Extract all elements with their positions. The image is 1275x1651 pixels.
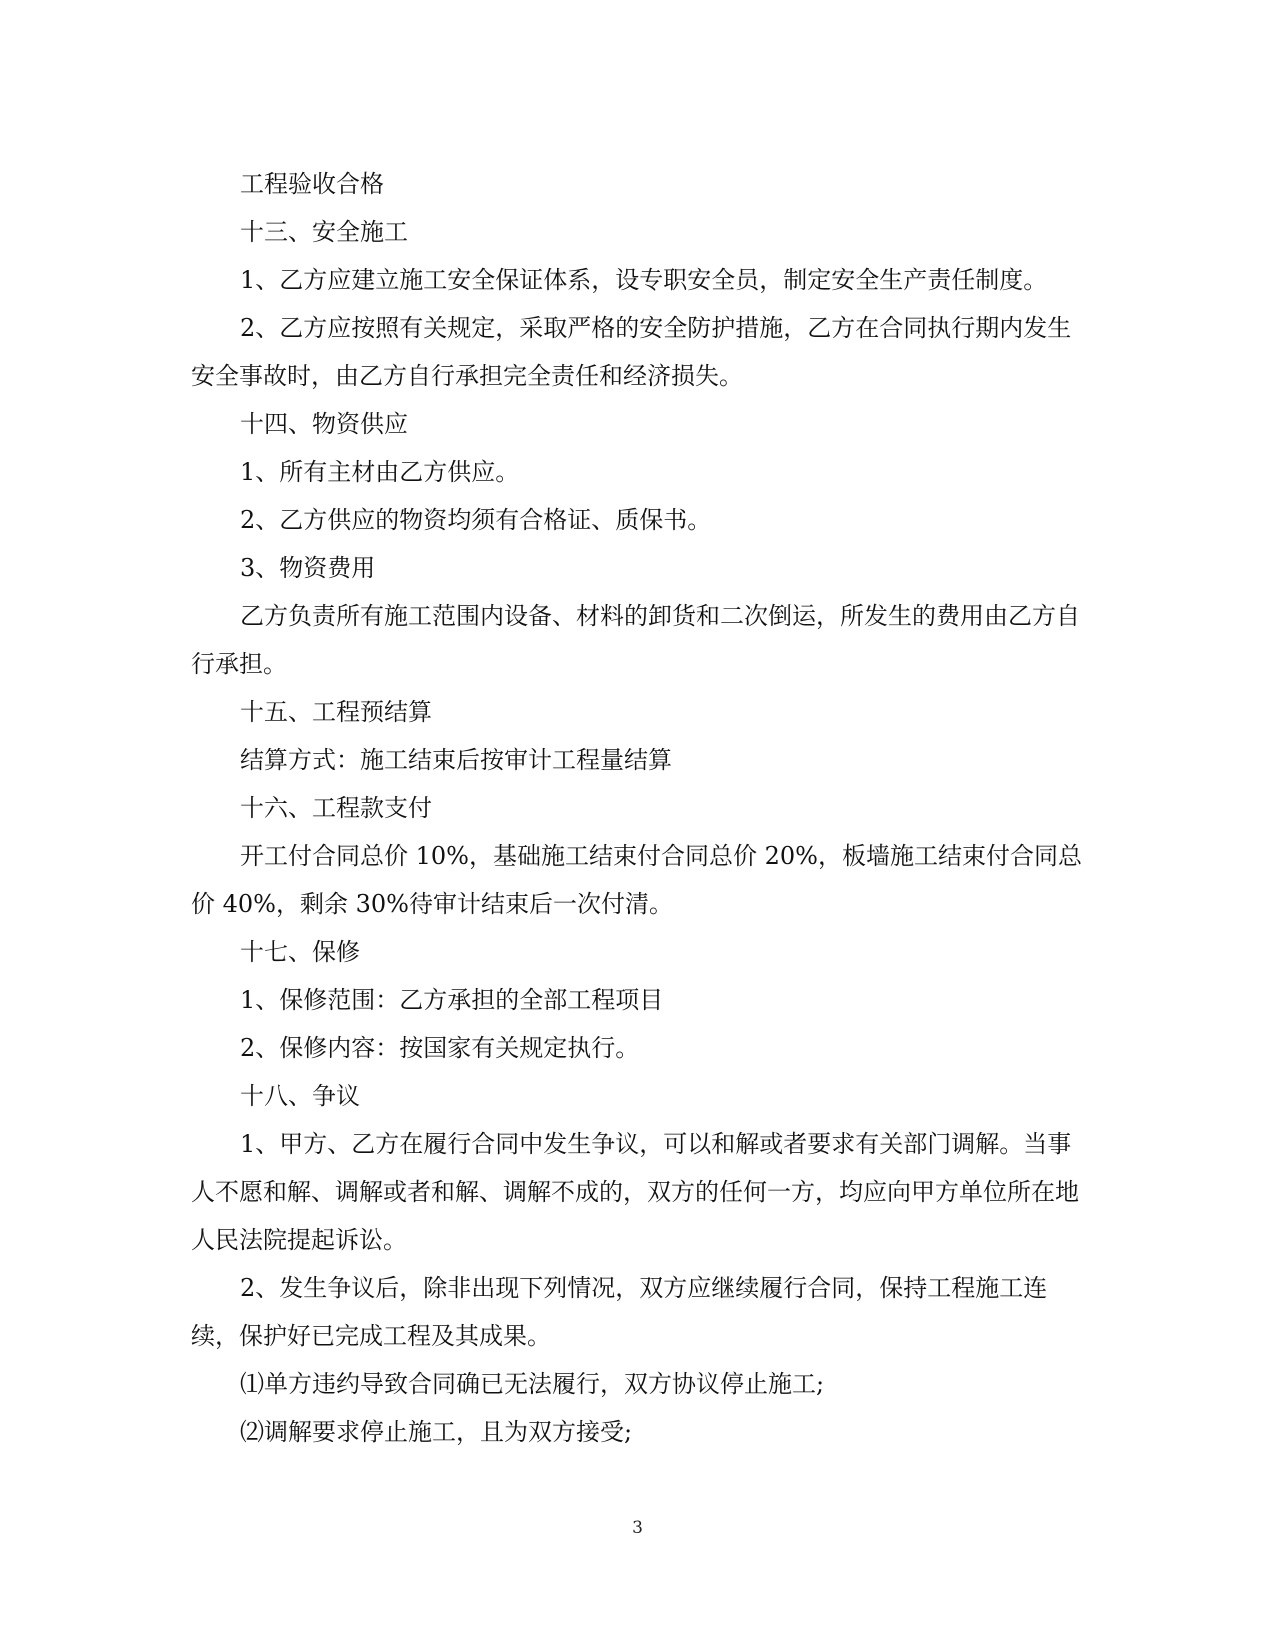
paragraph: 开工付合同总价 10%，基础施工结束付合同总价 20%，板墙施工结束付合同总价 40%，剩余 30%待审计结束后一次付清。 bbox=[191, 842, 1082, 918]
section-heading: 十四、物资供应 bbox=[240, 410, 408, 438]
paragraph: 结算方式：施工结束后按审计工程量结算 bbox=[240, 746, 672, 774]
paragraph: 2、保修内容：按国家有关规定执行。 bbox=[240, 1034, 640, 1062]
section-heading: 十七、保修 bbox=[240, 938, 360, 966]
paragraph: 2、乙方应按照有关规定，采取严格的安全防护措施，乙方在合同执行期内发生安全事故时，由乙方自行承担完全责任和经济损失。 bbox=[191, 314, 1072, 390]
paragraph: 工程验收合格 bbox=[240, 170, 384, 198]
section-heading: 十八、争议 bbox=[240, 1082, 360, 1110]
paragraph: ⑵调解要求停止施工，且为双方接受; bbox=[240, 1418, 633, 1446]
section-heading: 十三、安全施工 bbox=[240, 218, 408, 246]
paragraph: 1、保修范围：乙方承担的全部工程项目 bbox=[240, 986, 664, 1014]
paragraph: 3、物资费用 bbox=[240, 554, 376, 582]
paragraph: 2、发生争议后，除非出现下列情况，双方应继续履行合同，保持工程施工连续，保护好已完成工程及其成果。 bbox=[191, 1274, 1048, 1350]
paragraph: 1、甲方、乙方在履行合同中发生争议，可以和解或者要求有关部门调解。当事人不愿和解、调解或者和解、调解不成的，双方的任何一方，均应向甲方单位所在地人民法院提起诉讼。 bbox=[191, 1130, 1079, 1254]
paragraph: 1、乙方应建立施工安全保证体系，设专职安全员，制定安全生产责任制度。 bbox=[240, 266, 1048, 294]
paragraph: 乙方负责所有施工范围内设备、材料的卸货和二次倒运，所发生的费用由乙方自行承担。 bbox=[191, 602, 1080, 678]
paragraph: 1、所有主材由乙方供应。 bbox=[240, 458, 520, 486]
section-heading: 十五、工程预结算 bbox=[240, 698, 432, 726]
document-body bbox=[191, 160, 1087, 1456]
section-heading: 十六、工程款支付 bbox=[240, 794, 432, 822]
paragraph: 2、乙方供应的物资均须有合格证、质保书。 bbox=[240, 506, 712, 534]
paragraph: ⑴单方违约导致合同确已无法履行，双方协议停止施工; bbox=[240, 1370, 825, 1398]
page-number: 3 bbox=[632, 1518, 643, 1538]
